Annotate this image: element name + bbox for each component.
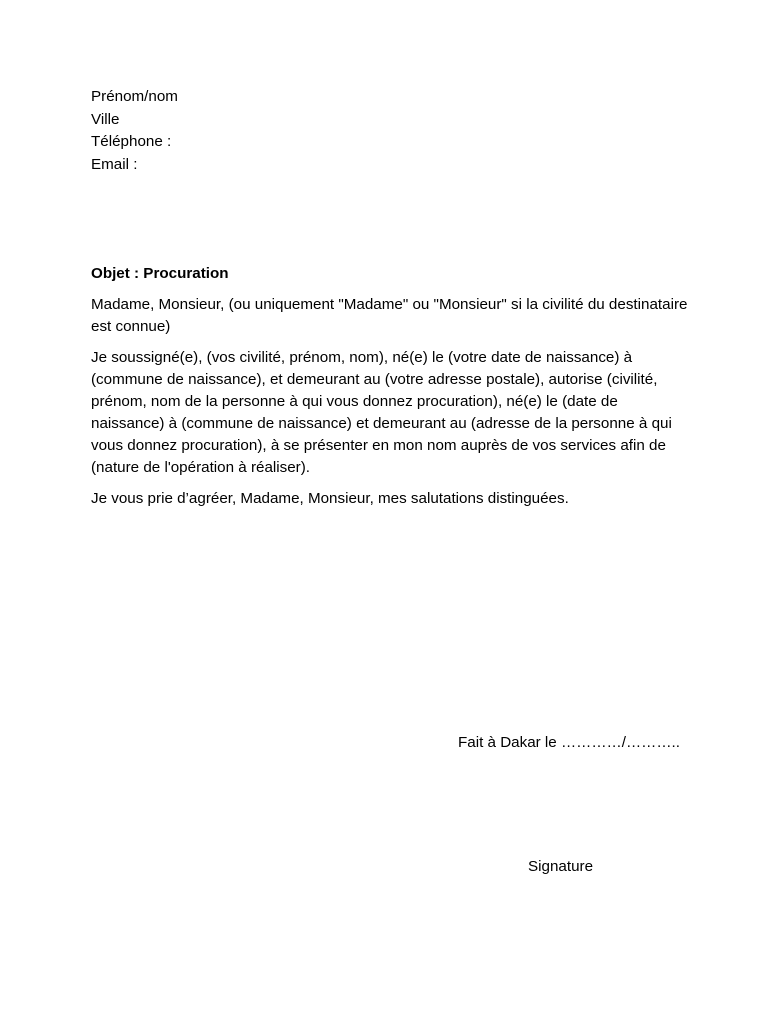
letter-closing: Je vous prie d’agréer, Madame, Monsieur, mes salutations distinguées.	[91, 490, 569, 507]
place-and-date: Fait à Dakar le …………/………..	[458, 734, 680, 751]
sender-phone-line: Téléphone :	[91, 133, 172, 150]
sender-email-line: Email :	[91, 155, 138, 173]
letter-body	[91, 263, 691, 519]
letter-salutation: Madame, Monsieur, (ou uniquement "Madame" ou "Monsieur" si la civilité du destinataire est connue)	[91, 296, 688, 335]
letter-main-paragraph: Je soussigné(e), (vos civilité, prénom, nom), né(e) le (votre date de naissance) à (commune de naissance), et demeurant au (votre adresse postale), autorise (civilité, prénom, nom de la personne à qui vous donnez procuration), né(e) le (date de naissance) à (commune de naissance) et demeurant au (adresse de la personne à qui vous donnez procuration), à se présenter en mon nom auprès de vos services afin de (nature de l'opération à réaliser).	[91, 349, 672, 476]
sender-block	[91, 86, 178, 176]
letter-subject: Objet : Procuration	[91, 265, 229, 282]
sender-city-line: Ville	[91, 110, 120, 128]
sender-name-line: Prénom/nom	[91, 88, 178, 105]
signature-label: Signature	[528, 858, 594, 875]
